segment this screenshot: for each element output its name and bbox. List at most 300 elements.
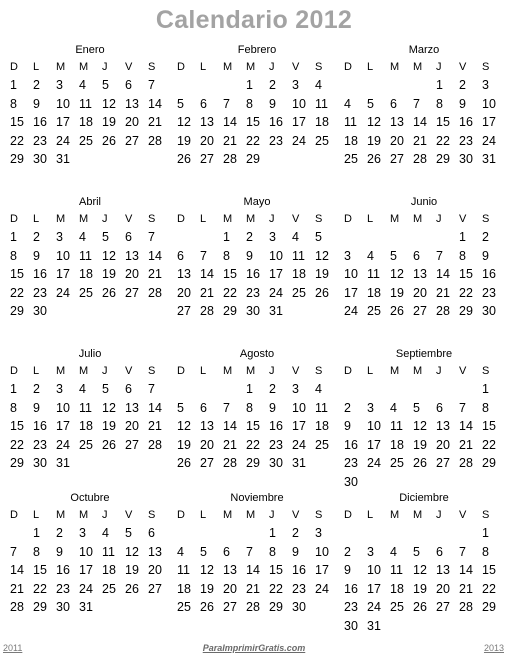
day-cell: 7 [413,96,420,111]
day-cell: 14 [10,563,24,577]
weekday-header: M [246,61,256,73]
day-cell: 28 [148,133,162,148]
day-cell: 10 [56,400,70,415]
day-cell: 12 [102,400,116,415]
day-cell: 3 [482,78,489,92]
day-cell: 22 [459,285,473,300]
weekday-header: S [315,213,323,225]
month-name: Julio [78,348,102,360]
day-cell: 8 [482,400,489,415]
weekday-header: L [200,213,207,225]
day-cell: 15 [436,115,450,129]
day-cell: 31 [367,618,381,633]
day-cell: 28 [10,600,24,614]
empty-cell [344,380,367,399]
day-cell: 13 [413,267,427,281]
day-cell: 3 [367,544,374,559]
day-cell: 26 [413,456,427,470]
day-cell: 10 [269,248,283,263]
weekday-header: M [390,61,400,73]
weekday-header: V [459,365,467,377]
day-cell: 18 [315,419,329,433]
day-cell: 27 [200,456,214,470]
day-cell: 7 [459,400,466,415]
day-cell: 24 [344,304,358,318]
day-cell: 13 [125,400,139,415]
day-cell: 28 [200,304,214,318]
day-cell: 22 [482,581,496,596]
day-cell: 14 [148,96,162,111]
day-cell: 29 [10,304,24,318]
weekday-header: M [390,509,400,521]
day-cell: 30 [56,600,70,614]
empty-cell [367,524,390,543]
day-cell: 25 [390,600,404,614]
day-cell: 16 [269,115,283,129]
weekday-header: D [177,61,185,73]
day-cell: 4 [102,526,109,540]
day-cell: 2 [33,382,40,396]
day-cell: 20 [436,581,450,596]
day-cell: 4 [177,544,184,559]
empty-cell [367,228,390,247]
weekday-header: D [344,61,352,73]
weekday-header: J [436,213,442,225]
day-cell: 23 [33,437,47,452]
day-cell: 3 [56,78,63,92]
day-cell: 7 [246,544,253,559]
empty-cell [413,524,436,543]
day-cell: 15 [269,563,283,577]
day-cell: 25 [79,133,93,148]
month-block [6,346,170,473]
day-cell: 27 [413,304,427,318]
weekday-header: V [125,365,133,377]
day-cell: 26 [177,456,191,470]
day-cell: 1 [10,78,17,92]
day-cell: 2 [459,78,466,92]
day-cell: 9 [246,248,253,263]
day-cell: 29 [223,304,237,318]
empty-cell [367,380,390,399]
day-cell: 13 [436,419,450,433]
day-cell: 15 [246,419,260,433]
day-cell: 6 [200,96,207,111]
day-cell: 3 [292,382,299,396]
day-cell: 3 [344,248,351,263]
empty-cell [344,228,367,247]
day-cell: 20 [223,581,237,596]
day-cell: 1 [482,382,489,396]
day-cell: 19 [200,581,214,596]
empty-cell [413,380,436,399]
day-cell: 7 [148,382,155,396]
day-cell: 10 [79,544,93,559]
weekday-header: J [102,509,108,521]
day-cell: 30 [33,456,47,470]
day-cell: 6 [413,248,420,263]
empty-cell [390,380,413,399]
day-cell: 4 [344,96,351,111]
day-cell: 27 [125,437,139,452]
day-cell: 2 [33,78,40,92]
day-cell: 26 [200,600,214,614]
month-grid [10,362,170,473]
day-cell: 6 [148,526,155,540]
weekday-header: M [56,61,66,73]
day-cell: 24 [292,133,306,148]
day-cell: 4 [390,544,397,559]
day-cell: 11 [79,400,92,415]
day-cell: 11 [390,419,403,433]
day-cell: 24 [367,600,381,614]
day-cell: 18 [79,419,93,433]
day-cell: 20 [125,267,139,281]
day-cell: 2 [344,400,351,415]
day-cell: 19 [315,267,329,281]
day-cell: 19 [102,267,116,281]
empty-cell [459,380,482,399]
day-cell: 9 [269,400,276,415]
empty-cell [177,76,200,95]
day-cell: 12 [102,248,116,263]
day-cell: 13 [436,563,450,577]
month-name: Noviembre [230,492,284,504]
month-grid [10,58,170,169]
day-cell: 5 [177,400,184,415]
day-cell: 3 [367,400,374,415]
weekday-header: M [223,61,233,73]
day-cell: 29 [246,152,260,166]
month-grid [177,58,337,169]
weekday-header: M [413,213,423,225]
day-cell: 20 [177,285,191,300]
weekday-header: L [200,365,207,377]
weekday-header: J [102,213,108,225]
weekday-header: V [125,509,133,521]
weekday-header: D [10,365,18,377]
day-cell: 1 [482,526,489,540]
day-cell: 13 [148,544,162,559]
day-cell: 11 [102,544,115,559]
month-block [340,194,504,321]
day-cell: 24 [482,133,496,148]
day-cell: 28 [148,437,162,452]
day-cell: 1 [246,78,253,92]
day-cell: 11 [315,400,328,415]
weekday-header: M [390,365,400,377]
day-cell: 30 [482,304,496,318]
day-cell: 10 [482,96,496,111]
day-cell: 18 [344,133,358,148]
month-name: Mayo [243,196,271,208]
day-cell: 9 [292,544,299,559]
day-cell: 15 [10,267,24,281]
day-cell: 28 [459,600,473,614]
day-cell: 2 [344,544,351,559]
day-cell: 24 [292,437,306,452]
day-cell: 18 [367,285,381,300]
day-cell: 19 [390,285,404,300]
day-cell: 15 [246,115,260,129]
weekday-header: V [292,61,300,73]
day-cell: 23 [33,285,47,300]
day-cell: 16 [344,437,358,452]
day-cell: 6 [223,544,230,559]
month-name: Octubre [70,492,110,504]
day-cell: 7 [223,400,230,415]
day-cell: 10 [292,96,306,111]
weekday-header: S [315,61,323,73]
day-cell: 12 [177,419,191,433]
weekday-header: L [367,61,374,73]
day-cell: 12 [413,419,427,433]
day-cell: 23 [482,285,496,300]
day-cell: 3 [269,230,276,244]
day-cell: 19 [413,581,427,596]
day-cell: 20 [200,437,214,452]
day-cell: 14 [413,115,427,129]
day-cell: 9 [344,563,351,577]
month-name: Junio [410,196,438,208]
site-link[interactable]: ParaImprimirGratis.com [202,643,306,653]
weekday-header: M [79,213,89,225]
day-cell: 3 [292,78,299,92]
day-cell: 22 [269,581,283,596]
day-cell: 18 [390,437,404,452]
day-cell: 16 [344,581,358,596]
month-name: Febrero [237,44,277,56]
day-cell: 23 [344,600,358,614]
day-cell: 26 [102,133,116,148]
day-cell: 18 [79,115,93,129]
day-cell: 8 [482,544,489,559]
day-cell: 16 [269,419,283,433]
weekday-header: D [10,61,18,73]
weekday-header: L [200,509,207,521]
day-cell: 12 [125,544,139,559]
day-cell: 28 [459,456,473,470]
weekday-header: M [413,509,423,521]
day-cell: 4 [79,382,86,396]
day-cell: 16 [482,267,496,281]
day-cell: 12 [102,96,116,111]
day-cell: 17 [292,419,306,433]
day-cell: 22 [10,285,24,300]
day-cell: 5 [200,544,207,559]
day-cell: 24 [56,285,70,300]
empty-cell [177,524,200,543]
day-cell: 30 [344,474,358,489]
day-cell: 20 [436,437,450,452]
month-grid [177,506,337,617]
day-cell: 25 [315,437,329,452]
month-name: Agosto [239,348,275,360]
day-cell: 26 [367,152,381,166]
day-cell: 8 [10,248,17,263]
day-cell: 12 [177,115,191,129]
day-cell: 18 [390,581,404,596]
day-cell: 22 [223,285,237,300]
weekday-header: D [177,213,185,225]
day-cell: 1 [10,230,17,244]
day-cell: 1 [269,526,276,540]
weekday-header: S [315,509,323,521]
empty-cell [344,524,367,543]
day-cell: 2 [482,230,489,244]
empty-cell [10,524,33,543]
day-cell: 13 [200,419,214,433]
weekday-header: M [56,509,66,521]
day-cell: 11 [292,248,305,263]
day-cell: 20 [125,115,139,129]
day-cell: 10 [56,96,70,111]
month-name: Enero [75,44,105,56]
day-cell: 25 [390,456,404,470]
prev-year-link[interactable]: 2011 [3,643,23,653]
month-block [6,194,170,321]
day-cell: 3 [56,230,63,244]
weekday-header: M [246,213,256,225]
empty-cell [459,524,482,543]
day-cell: 12 [390,267,404,281]
day-cell: 27 [200,152,214,166]
day-cell: 27 [177,304,191,318]
day-cell: 16 [246,267,260,281]
weekday-header: M [79,509,89,521]
weekday-header: V [459,61,467,73]
day-cell: 18 [292,267,306,281]
day-cell: 2 [246,230,253,244]
day-cell: 10 [367,563,381,577]
month-grid [10,210,170,321]
day-cell: 26 [390,304,404,318]
day-cell: 31 [482,152,496,166]
day-cell: 13 [125,248,139,263]
day-cell: 30 [246,304,260,318]
day-cell: 30 [292,600,306,614]
day-cell: 11 [344,115,357,129]
month-block [340,490,504,635]
day-cell: 26 [125,581,139,596]
weekday-header: L [33,365,40,377]
day-cell: 18 [177,581,191,596]
day-cell: 16 [33,419,47,433]
weekday-header: S [148,213,156,225]
day-cell: 30 [344,618,358,633]
weekday-header: V [459,509,467,521]
day-cell: 5 [367,96,374,111]
empty-cell [344,76,367,95]
day-cell: 10 [344,267,358,281]
weekday-header: D [344,509,352,521]
day-cell: 3 [315,526,322,540]
day-cell: 22 [10,437,24,452]
month-name: Marzo [408,44,440,56]
day-cell: 25 [367,304,381,318]
day-cell: 11 [315,96,328,111]
day-cell: 14 [223,115,237,129]
weekday-header: V [459,213,467,225]
weekday-header: S [315,365,323,377]
day-cell: 8 [10,400,17,415]
day-cell: 27 [390,152,404,166]
day-cell: 22 [33,581,47,596]
day-cell: 15 [482,419,496,433]
next-year-link[interactable]: 2013 [483,643,504,653]
day-cell: 4 [315,78,322,92]
month-block [173,346,337,473]
empty-cell [177,380,200,399]
empty-cell [413,228,436,247]
day-cell: 31 [269,304,283,318]
day-cell: 22 [246,133,260,148]
day-cell: 20 [125,419,139,433]
day-cell: 12 [367,115,381,129]
day-cell: 8 [459,248,466,263]
day-cell: 17 [56,267,70,281]
day-cell: 9 [33,96,40,111]
day-cell: 22 [436,133,450,148]
empty-cell [390,524,413,543]
weekday-header: M [56,365,66,377]
empty-cell [436,524,459,543]
month-name: Septiembre [395,348,453,360]
weekday-header: S [148,365,156,377]
day-cell: 6 [177,248,184,263]
day-cell: 5 [177,96,184,111]
empty-cell [246,524,269,543]
day-cell: 17 [292,115,306,129]
empty-cell [413,76,436,95]
day-cell: 17 [79,563,93,577]
day-cell: 19 [413,437,427,452]
day-cell: 1 [10,382,17,396]
day-cell: 23 [246,285,260,300]
day-cell: 30 [269,456,283,470]
day-cell: 24 [56,133,70,148]
day-cell: 28 [148,285,162,300]
day-cell: 11 [79,248,92,263]
day-cell: 19 [125,563,139,577]
weekday-header: J [436,365,442,377]
day-cell: 9 [459,96,466,111]
empty-cell [436,380,459,399]
weekday-header: M [79,365,89,377]
day-cell: 5 [125,526,132,540]
day-cell: 25 [102,581,116,596]
day-cell: 5 [390,248,397,263]
day-cell: 17 [367,581,381,596]
weekday-header: V [292,365,300,377]
day-cell: 13 [177,267,191,281]
day-cell: 6 [125,78,132,92]
day-cell: 31 [56,152,70,166]
day-cell: 13 [200,115,214,129]
weekday-header: S [148,61,156,73]
empty-cell [223,524,246,543]
weekday-header: L [33,213,40,225]
day-cell: 7 [459,544,466,559]
day-cell: 19 [102,419,116,433]
day-cell: 19 [102,115,116,129]
day-cell: 18 [315,115,329,129]
day-cell: 7 [200,248,207,263]
day-cell: 19 [177,133,191,148]
day-cell: 27 [436,600,450,614]
empty-cell [177,228,200,247]
day-cell: 9 [482,248,489,263]
